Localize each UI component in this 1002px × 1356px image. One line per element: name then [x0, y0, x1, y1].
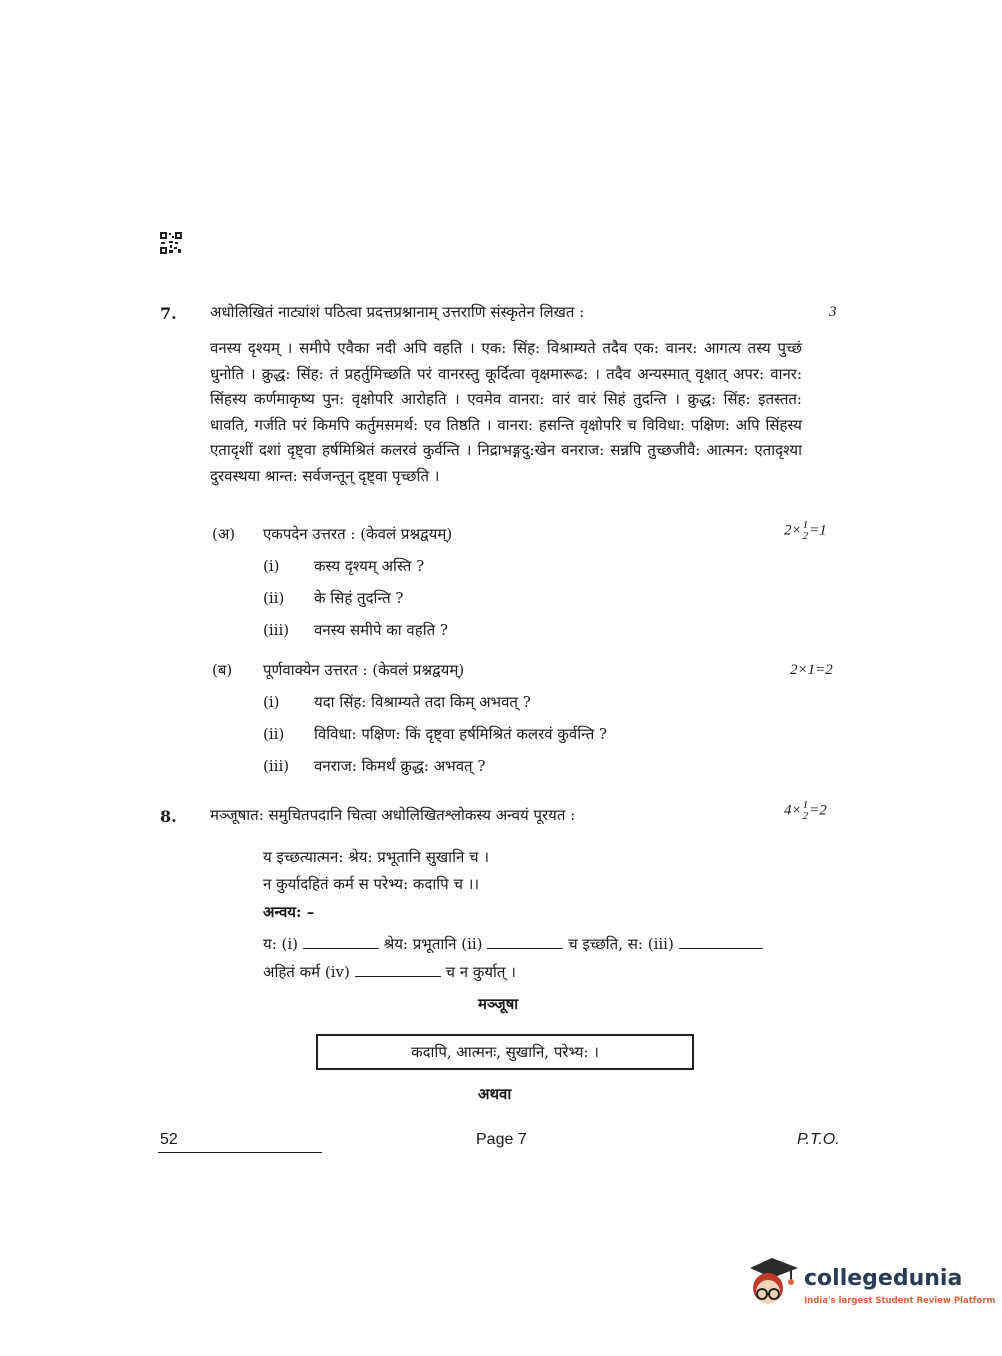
- footer-page: Page 7: [476, 1131, 527, 1148]
- question-8-marks: [784, 800, 827, 822]
- manjusha-words: कदापि, आत्मनः, सुखानि, परेभ्य: ।: [411, 1043, 599, 1061]
- fraction-numerator: 1: [802, 519, 809, 531]
- part-b-item-2-text: विविधा: पक्षिण: किं दृष्ट्वा हर्षमिश्रितं कलरवं कुर्वन्ति ?: [314, 725, 608, 743]
- part-b-item-1-num: (i): [263, 693, 280, 711]
- blank-4: [355, 962, 441, 977]
- q8-marks-post: =2: [809, 802, 827, 819]
- part-a-item-1-num: (i): [263, 557, 280, 575]
- footer-code: 52: [160, 1131, 178, 1148]
- logo-brand-text: collegedunia: [804, 1266, 963, 1291]
- anvaya-1a: य: (i): [263, 935, 299, 953]
- manjusha-title: मञ्जूषा: [478, 995, 519, 1013]
- part-b-instruction: पूर्णवाक्येन उत्तरत : (केवलं प्रश्नद्वयम्): [263, 661, 465, 679]
- question-7-number: 7.: [160, 304, 177, 323]
- part-b-item-1-text: यदा सिंह: विश्राम्यते तदा किम् अभवत् ?: [314, 693, 531, 711]
- anvaya-label: अन्वय: –: [263, 903, 315, 921]
- part-a-item-2-num: (ii): [263, 589, 285, 607]
- part-a-marks-pre: 2×: [784, 522, 802, 539]
- manjusha-box: [316, 1034, 694, 1070]
- anvaya-1b: श्रेय: प्रभूतानि (ii): [383, 935, 483, 953]
- part-a-marks-post: =1: [809, 522, 827, 539]
- part-b-item-3-num: (iii): [263, 757, 290, 775]
- question-7-marks: 3: [829, 304, 837, 320]
- part-a-marks: [784, 520, 827, 542]
- qr-code-icon: [160, 232, 182, 254]
- part-a-item-3-text: वनस्य समीपे का वहति ?: [314, 621, 448, 639]
- part-b-item-2-num: (ii): [263, 725, 285, 743]
- q8-marks-pre: 4×: [784, 802, 802, 819]
- question-8-number: 8.: [160, 807, 177, 826]
- athava-label: अथवा: [478, 1085, 512, 1103]
- footer-pto: P.T.O.: [797, 1131, 840, 1148]
- half-fraction: [803, 800, 809, 822]
- anvaya-line-1: [263, 932, 763, 958]
- part-a-item-3-num: (iii): [263, 621, 290, 639]
- part-b-marks: 2×1=2: [790, 662, 833, 678]
- anvaya-1c: च इच्छति, स: (iii): [568, 935, 674, 953]
- part-a-item-2-text: के सिहं तुदन्ति ?: [314, 589, 404, 607]
- question-7-passage: [210, 336, 802, 490]
- shloka-line-1: य इच्छत्यात्मन: श्रेय: प्रभूतानि सुखानि च ।: [263, 848, 490, 866]
- fraction-denominator: 2: [802, 530, 809, 542]
- half-fraction: [803, 520, 809, 542]
- fraction-denominator: 2: [802, 810, 809, 822]
- blank-3: [679, 934, 763, 949]
- logo-tagline: India's largest Student Review Platform: [804, 1296, 996, 1306]
- blank-1: [303, 934, 379, 949]
- passage-text: वनस्य दृश्यम् । समीपे एवैका नदी अपि वहति । एक: सिंह: विश्राम्यते तदैव एक: वानर: आगत्य तस्य पुच्छं धुनोति । क्रुद्ध: सिंह: तं प्रहर्तुमिच्छति परं वानरस्तु कूर्दित्वा वृक्षमारूढ: । तदैव अन्यस्मात् वृक्षात् अपर: वानर: सिंहस्य कर्णमाकृष्य पुन: वृक्षोपरि आरोहति । एवमेव वानरा: वारं वारं सिहं तुदन्ति । क्रुद्ध: सिंह: इतस्तत: धावति, गर्जति परं किमपि कर्तुमसमर्थ: एव तिष्ठति । वानरा: हसन्ति वृक्षोपरि च विविधा: पक्षिण: अपि सिंहस्य एतादृशीं दशां दृष्ट्वा हर्षमिश्रितं कलरवं कुर्वन्ति । निद्राभङ्गदु:खेन वनराज: सन्नपि तुच्छजीवै: आत्मन: एतादृश्या दुरवस्थया श्रान्त: सर्वजन्तून् दृष्ट्वा पृच्छति ।: [210, 339, 802, 485]
- part-b-label: (ब): [212, 661, 233, 679]
- blank-2: [487, 934, 563, 949]
- part-a-instruction: एकपदेन उत्तरत : (केवलं प्रश्नद्वयम्): [263, 525, 453, 543]
- graduate-mascot-icon: [742, 1252, 802, 1312]
- collegedunia-logo: [742, 1252, 996, 1312]
- part-b-item-3-text: वनराज: किमर्थं क्रुद्ध: अभवत् ?: [314, 757, 486, 775]
- shloka-line-2: न कुर्यादहितं कर्म स परेभ्य: कदापि च ।।: [263, 875, 480, 893]
- part-a-item-1-text: कस्य दृश्यम् अस्ति ?: [314, 557, 425, 575]
- question-7-instruction: अधोलिखितं नाट्यांशं पठित्वा प्रदत्तप्रश्नानाम् उत्तराणि संस्कृतेन लिखत :: [210, 303, 585, 321]
- anvaya-2a: अहितं कर्म (iv): [263, 963, 350, 981]
- question-8-instruction: मञ्जूषात: समुचितपदानि चित्वा अधोलिखितश्लोकस्य अन्वयं पूरयत :: [210, 806, 576, 824]
- part-a-label: (अ): [212, 525, 236, 543]
- footer-underline: [158, 1152, 322, 1153]
- anvaya-line-2: [263, 960, 516, 986]
- anvaya-2b: च न कुर्यात् ।: [445, 963, 516, 981]
- fraction-numerator: 1: [802, 799, 809, 811]
